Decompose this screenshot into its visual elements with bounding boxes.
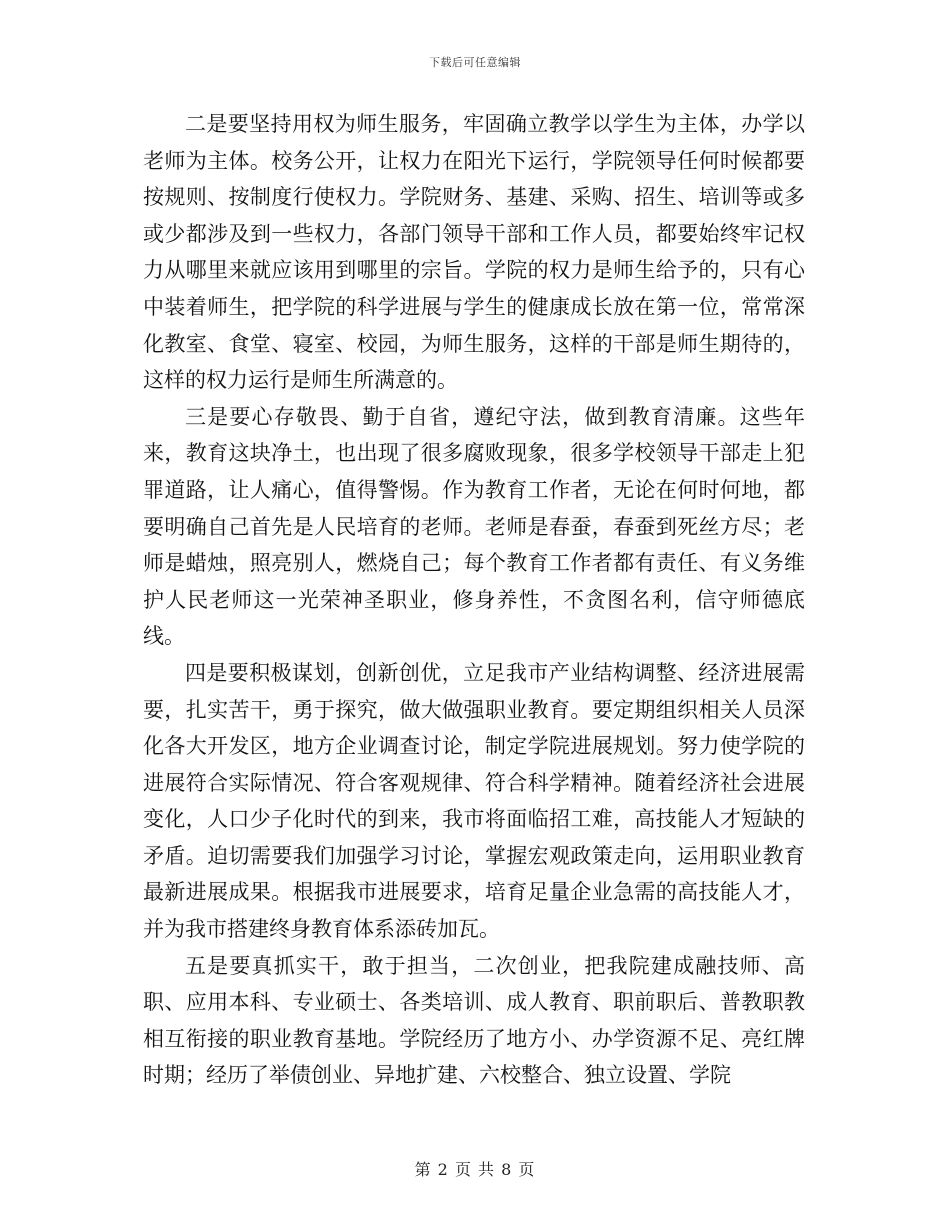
document-body <box>143 106 805 1094</box>
paragraph-5: 五是要真抓实干，敢于担当，二次创业，把我院建成融技师、高职、应用本科、专业硕士、各类培训、成人教育、职前职后、普教职教相互衔接的职业教育基地。学院经历了地方小、办学资源不足、亮红牌时期；经历了举债创业、异地扩建、六校整合、独立设置、学院 <box>143 953 805 1088</box>
page-number-footer: 第 2 页 共 8 页 <box>414 1160 536 1179</box>
paragraph-2: 二是要坚持用权为师生服务，牢固确立教学以学生为主体，办学以老师为主体。校务公开，让权力在阳光下运行，学院领导任何时候都要按规则、按制度行使权力。学院财务、基建、采购、招生、培训等或多或少都涉及到一些权力，各部门领导干部和工作人员，都要始终牢记权力从哪里来就应该用到哪里的宗旨。学院的权力是师生给予的，只有心中装着师生，把学院的科学进展与学生的健康成长放在第一位，常常深化教室、食堂、寝室、校园，为师生服务，这样的干部是师生期待的，这样的权力运行是师生所满意的。 <box>143 112 805 393</box>
page-header: 下载后可任意编辑 <box>429 56 521 69</box>
paragraph-4: 四是要积极谋划，创新创优，立足我市产业结构调整、经济进展需要，扎实苦干，勇于探究，做大做强职业教育。要定期组织相关人员深化各大开发区，地方企业调查讨论，制定学院进展规划。努力使学院的进展符合实际情况、符合客观规律、符合科学精神。随着经济社会进展变化，人口少子化时代的到来，我市将面临招工难，高技能人才短缺的矛盾。迫切需要我们加强学习讨论，掌握宏观政策走向，运用职业教育最新进展成果。根据我市进展要求，培育足量企业急需的高技能人才，并为我市搭建终身教育体系添砖加瓦。 <box>143 660 805 942</box>
paragraph-3: 三是要心存敬畏、勤于自省，遵纪守法，做到教育清廉。这些年来，教育这块净土，也出现了很多腐败现象，很多学校领导干部走上犯罪道路，让人痛心，值得警惕。作为教育工作者，无论在何时何地，都要明确自己首先是人民培育的老师。老师是春蚕，春蚕到死丝方尽；老师是蜡烛，照亮别人，燃烧自己；每个教育工作者都有责任、有义务维护人民老师这一光荣神圣职业，修身养性，不贪图名利，信守师德底线。 <box>143 404 805 649</box>
